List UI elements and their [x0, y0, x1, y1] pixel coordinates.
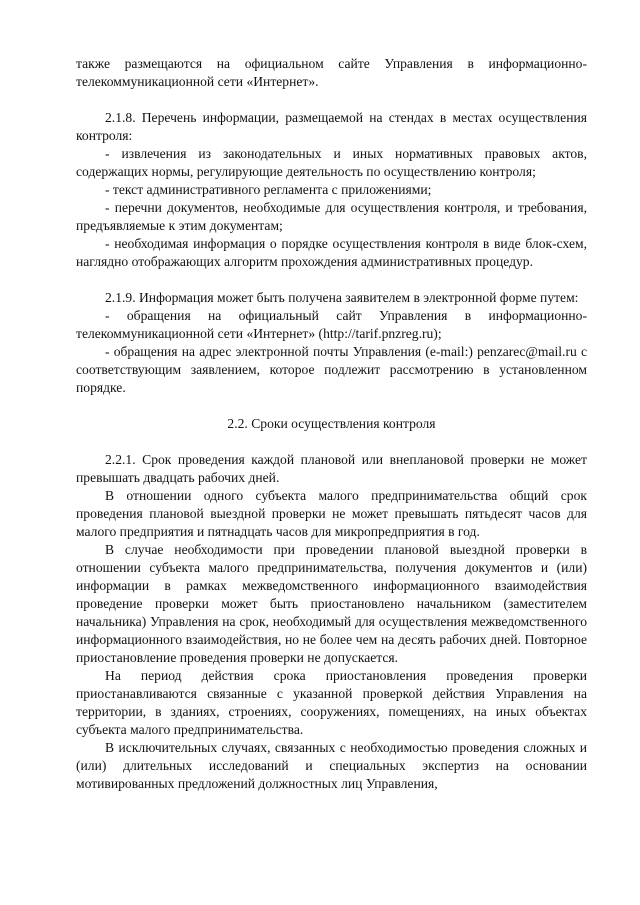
list-item: - необходимая информация о порядке осуществления контроля в виде блок-схем, наглядно отображающих алгоритм прохождения административных процедур.	[76, 236, 587, 269]
list-item: - обращения на официальный сайт Управления в информационно-телекоммуникационной сети «Интернет» (http://tarif.pnzreg.ru);	[76, 308, 587, 341]
paragraph: На период действия срока приостановления проведения проверки приостанавливаются связанные с указанной проверкой действия Управления на территории, в зданиях, строениях, сооружениях, помещениях, на иных объектах субъекта малого предпринимательства.	[76, 668, 587, 737]
paragraph-intro: также размещаются на официальном сайте Управления в информационно-телекоммуникационной сети «Интернет».	[76, 56, 587, 89]
list-item: - перечни документов, необходимые для осуществления контроля, и требования, предъявляемые к этим документам;	[76, 200, 587, 233]
list-item: - извлечения из законодательных и иных нормативных правовых актов, содержащих нормы, регулирующие деятельность по осуществлению контроля;	[76, 146, 587, 179]
list-item: - текст административного регламента с приложениями;	[105, 182, 432, 197]
paragraph: В отношении одного субъекта малого предпринимательства общий срок проведения плановой выездной проверки не может превышать пятьдесят часов для малого предприятия и пятнадцать часов для микропредприятия в год.	[76, 488, 587, 539]
paragraph-2-1-9: 2.1.9. Информация может быть получена заявителем в электронной форме путем:	[105, 290, 579, 305]
section-heading: 2.2. Сроки осуществления контроля	[227, 416, 436, 431]
paragraph-2-1-8: 2.1.8. Перечень информации, размещаемой на стендах в местах осуществления контроля:	[76, 110, 587, 143]
document-page	[76, 55, 587, 793]
paragraph: В исключительных случаях, связанных с необходимостью проведения сложных и (или) длительных исследований и специальных экспертиз на основании мотивированных предложений должностных лиц Управления,	[76, 740, 587, 791]
paragraph: В случае необходимости при проведении плановой выездной проверки в отношении субъекта малого предпринимательства, получения документов и (или) информации в рамках межведомственного информационного взаимодействия проведение проверки может быть приостановлено начальником (заместителем начальника) Управления на срок, необходимый для осуществления межведомственного информационного взаимодействия, но не более чем на десять рабочих дней. Повторное приостановление проведения проверки не допускается.	[76, 542, 587, 665]
paragraph-2-2-1: 2.2.1. Срок проведения каждой плановой или внеплановой проверки не может превышать двадцать рабочих дней.	[76, 452, 587, 485]
list-item: - обращения на адрес электронной почты Управления (e-mail:) penzarec@mail.ru с соответствующим заявлением, которое подлежит рассмотрению в установленном порядке.	[76, 344, 587, 395]
